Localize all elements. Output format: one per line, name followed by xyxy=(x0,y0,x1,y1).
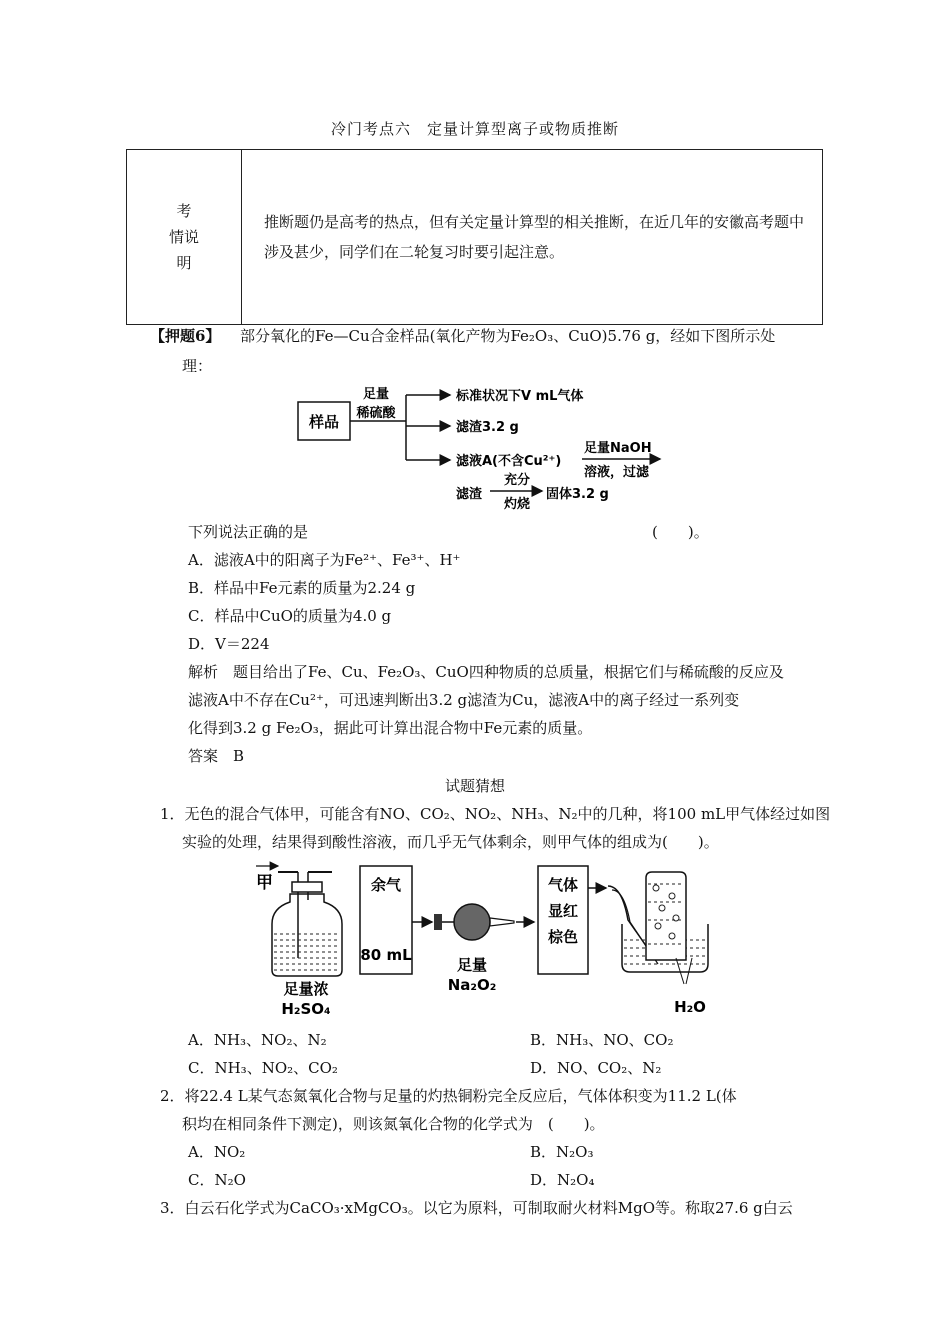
flow-out1: 标准状况下V mL气体 xyxy=(456,389,584,404)
q3-line: 3．白云石化学式为CaCO₃·xMgCO₃。以它为原料，可制取耐火材料MgO等。称取27.6 g白云 xyxy=(160,1199,793,1217)
info-label-line: 考 xyxy=(176,202,192,220)
flow-diagram xyxy=(292,380,672,514)
info-label-line: 情说 xyxy=(168,228,199,246)
flow-naoh-bottom: 溶液，过滤 xyxy=(584,465,650,480)
answer-bracket: ( )。 xyxy=(652,523,709,541)
flow-out2: 滤渣3.2 g xyxy=(456,420,519,435)
example-tag: 【押题6】 xyxy=(150,327,221,345)
reagent-label: 足量 xyxy=(456,956,488,974)
bottle-label: 足量浓 xyxy=(283,980,329,998)
q2-option-b: B．N₂O₃ xyxy=(530,1143,594,1161)
gas-label: 甲 xyxy=(256,873,273,893)
flow-burn-bottom: 灼烧 xyxy=(503,497,531,512)
label-pointer xyxy=(686,958,692,984)
q2-line: 2．将22.4 L某气态氮氧化合物与足量的灼热铜粉完全反应后，气体体积变为11.2 L(体 xyxy=(160,1087,737,1105)
reagent-label: Na₂O₂ xyxy=(447,976,497,994)
q2-option-d: D．N₂O₄ xyxy=(530,1171,595,1189)
analysis-line: 解析 题目给出了Fe、Cu、Fe₂O₃、CuO四种物质的总质量，根据它们与稀硫酸的反应及 xyxy=(188,663,784,681)
info-description: 推断题仍是高考的热点，但有关定量计算型的相关推断，在近几年的安徽高考题中涉及甚少，同学们在二轮复习时要引起注意。 xyxy=(242,150,823,325)
answer-line: 答案 B xyxy=(188,747,245,765)
option-b: B．样品中Fe元素的质量为2.24 g xyxy=(188,579,416,597)
bottle-stopper xyxy=(292,882,322,892)
tube-stopper xyxy=(434,914,442,930)
q2-option-c: C．N₂O xyxy=(188,1171,246,1189)
flow-burn-top: 充分 xyxy=(503,473,531,488)
page-title: 冷门考点六 定量计算型离子或物质推断 xyxy=(330,120,619,138)
info-label-cell xyxy=(127,150,242,325)
label-pointer xyxy=(676,958,684,984)
q1-option-c: C．NH₃、NO₂、CO₂ xyxy=(188,1059,338,1077)
residual-gas-label: 余气 xyxy=(370,876,402,894)
bottle-liquid xyxy=(274,934,340,970)
q2-option-a: A．NO₂ xyxy=(188,1143,246,1161)
residual-gas-volume: 80 mL xyxy=(360,946,412,964)
bottle-label: H₂SO₄ xyxy=(281,1000,331,1018)
info-table xyxy=(126,149,823,325)
example-stem-line: 部分氧化的Fe—Cu合金样品(氧化产物为Fe₂O₃、CuO)5.76 g，经如下图所示处 xyxy=(240,327,776,345)
option-a: A．滤液A中的阳离子为Fe²⁺、Fe³⁺、H⁺ xyxy=(188,551,461,569)
section-title: 试题猜想 xyxy=(444,777,505,795)
info-label-line: 明 xyxy=(176,254,192,272)
tube-tip xyxy=(490,918,514,926)
na2o2-bulb xyxy=(454,904,490,940)
example-stem-line: 理： xyxy=(182,357,213,375)
flow-solid: 固体3.2 g xyxy=(546,487,609,502)
q1-line: 实验的处理，结果得到酸性溶液，而几乎无气体剩余，则甲气体的组成为( )。 xyxy=(182,833,719,851)
option-d: D．V＝224 xyxy=(188,635,270,653)
analysis-line: 化得到3.2 g Fe₂O₃，据此可计算出混合物中Fe元素的质量。 xyxy=(188,719,593,737)
flow-reagent-top: 足量 xyxy=(362,387,390,402)
flow-naoh-top: 足量NaOH xyxy=(584,441,652,456)
question-stem: 下列说法正确的是 xyxy=(188,523,309,541)
gas-observation: 棕色 xyxy=(547,928,579,946)
water-label: H₂O xyxy=(674,998,706,1016)
flow-reagent-bottom: 稀硫酸 xyxy=(356,406,396,421)
q1-line: 1．无色的混合气体甲，可能含有NO、CO₂、NO₂、NH₃、N₂中的几种，将100 mL甲气体经过如图 xyxy=(160,805,831,823)
apparatus-diagram xyxy=(252,860,722,1020)
inverted-test-tube xyxy=(646,872,686,960)
q2-line: 积均在相同条件下测定)，则该氮氧化合物的化学式为 ( )。 xyxy=(182,1115,605,1133)
analysis-line: 滤液A中不存在Cu²⁺，可迅速判断出3.2 g滤渣为Cu，滤液A中的离子经过一系列变 xyxy=(188,691,740,709)
flow-out3: 滤液A(不含Cu²⁺) xyxy=(456,454,562,469)
flow-residue: 滤渣 xyxy=(456,487,483,502)
q1-option-b: B．NH₃、NO、CO₂ xyxy=(530,1031,674,1049)
q1-option-d: D．NO、CO₂、N₂ xyxy=(530,1059,662,1077)
gas-observation: 显红 xyxy=(547,902,579,920)
option-c: C．样品中CuO的质量为4.0 g xyxy=(188,607,392,625)
gas-observation: 气体 xyxy=(547,876,579,894)
flow-sample: 样品 xyxy=(308,413,340,431)
q1-option-a: A．NH₃、NO₂、N₂ xyxy=(188,1031,327,1049)
